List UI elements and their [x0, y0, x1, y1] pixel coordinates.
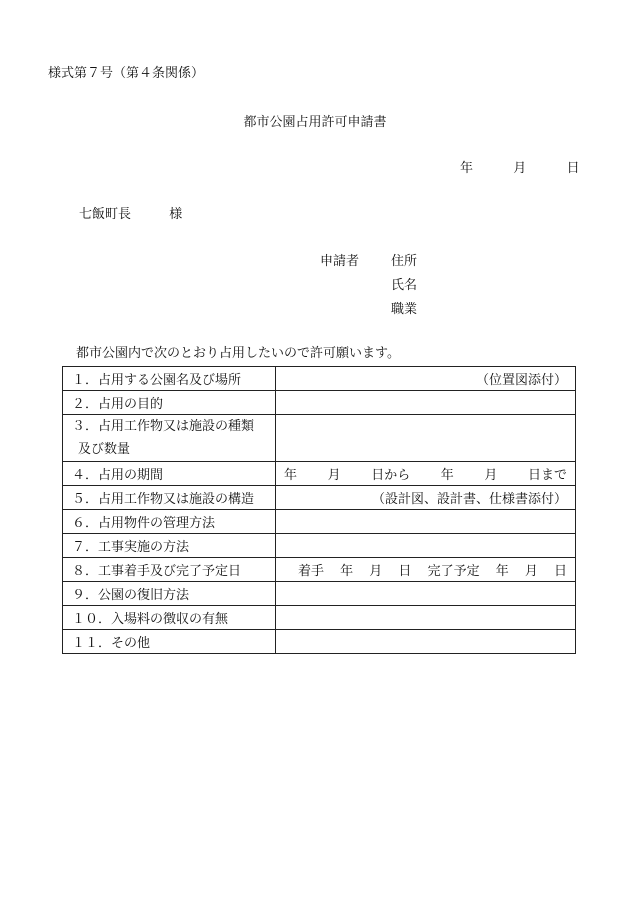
row-label: ６．占用物件の管理方法 [63, 510, 276, 534]
row-value-empty [276, 582, 576, 606]
date-line [460, 162, 580, 175]
addressee-name: 七飯町長 [79, 207, 132, 222]
table-row [63, 367, 576, 391]
row-value-empty [276, 630, 576, 654]
row-value-empty [276, 415, 576, 462]
row-value-empty [276, 534, 576, 558]
row-label: １．占用する公園名及び場所 [63, 367, 276, 391]
schedule-complete-month: 月 [524, 564, 538, 579]
schedule-start-month: 月 [369, 564, 383, 579]
document-title: 都市公園占用許可申請書 [243, 115, 387, 130]
table-row [63, 606, 576, 630]
row-value-empty [276, 391, 576, 415]
table-row [63, 462, 576, 486]
row-value [276, 558, 576, 582]
period-start-year: 年 [284, 468, 298, 483]
schedule-start-year: 年 [340, 564, 354, 579]
occupancy-period [284, 464, 567, 483]
request-text: 都市公園内で次のとおり占用したいので許可願います。 [76, 346, 400, 361]
row-value-empty [276, 606, 576, 630]
form-number: 様式第７号（第４条関係） [48, 66, 205, 81]
date-month: 月 [513, 161, 527, 176]
addressee [79, 208, 182, 221]
applicant-name-label: 氏名 [391, 278, 418, 293]
row-label: １１．その他 [63, 630, 276, 654]
applicant-address-label: 住所 [391, 254, 418, 269]
application-items-table [62, 366, 576, 654]
row-label: ２．占用の目的 [63, 391, 276, 415]
date-day: 日 [566, 161, 580, 176]
table-row [63, 558, 576, 582]
row-label-line: 及び数量 [78, 442, 131, 457]
table-row [63, 582, 576, 606]
row-label: ４．占用の期間 [63, 462, 276, 486]
row-value [276, 462, 576, 486]
row-label: １０．入場料の徴収の有無 [63, 606, 276, 630]
row-label: ７．工事実施の方法 [63, 534, 276, 558]
period-end-day: 日まで [527, 468, 567, 483]
row-label: ５．占用工作物又は施設の構造 [63, 486, 276, 510]
row-value-empty [276, 510, 576, 534]
schedule-start-label: 着手 [298, 564, 325, 579]
schedule-complete-label: 完了予定 [427, 564, 480, 579]
period-start-month: 月 [327, 468, 341, 483]
row-label [63, 415, 276, 462]
addressee-honorific: 様 [169, 207, 183, 222]
table-row [63, 415, 576, 462]
row-value: （位置図添付） [276, 367, 576, 391]
table-row [63, 486, 576, 510]
row-label: ９．公園の復旧方法 [63, 582, 276, 606]
row-value: （設計図、設計書、仕様書添付） [276, 486, 576, 510]
applicant-occupation-label: 職業 [391, 302, 418, 317]
period-end-year: 年 [440, 468, 454, 483]
table-row [63, 510, 576, 534]
table-row [63, 630, 576, 654]
row-label: ８．工事着手及び完了予定日 [63, 558, 276, 582]
table-row [63, 391, 576, 415]
schedule-complete-year: 年 [495, 564, 509, 579]
period-end-month: 月 [484, 468, 498, 483]
construction-schedule [284, 560, 567, 579]
period-start-day: 日から [371, 468, 411, 483]
row-label-line: ３．占用工作物又は施設の種類 [72, 419, 255, 434]
schedule-complete-day: 日 [553, 564, 567, 579]
table-row [63, 534, 576, 558]
applicant-label: 申請者 [320, 254, 360, 269]
schedule-start-day: 日 [398, 564, 412, 579]
date-year: 年 [460, 161, 474, 176]
